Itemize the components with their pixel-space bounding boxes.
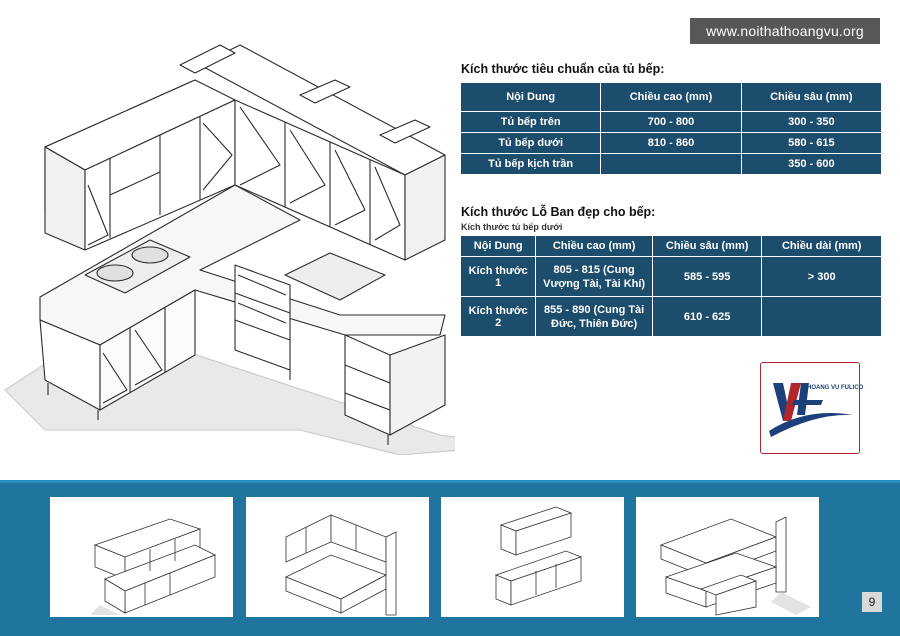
thumbnail-island-kitchen [636, 497, 819, 617]
cell-depth: 610 - 625 [653, 297, 762, 336]
l-shaped-kitchen-icon [246, 497, 429, 617]
table-row [461, 112, 881, 132]
cell-item: Tủ bếp trên [461, 112, 600, 132]
loban-col-depth: Chiều sâu (mm) [653, 236, 762, 256]
company-logo [760, 362, 864, 454]
standard-col-height: Chiều cao (mm) [601, 83, 740, 111]
parallel-kitchen-icon [441, 497, 624, 617]
cell-depth: 580 - 615 [742, 133, 881, 153]
straight-kitchen-icon [50, 497, 233, 617]
standard-col-item: Nội Dung [461, 83, 600, 111]
cell-depth: 350 - 600 [742, 154, 881, 174]
page-number: 9 [862, 592, 882, 612]
cell-item: Tủ bếp kịch trần [461, 154, 600, 174]
cell-height [601, 154, 740, 174]
standard-size-title: Kích thước tiêu chuẩn của tủ bếp: [461, 62, 665, 76]
cell-height: 810 - 860 [601, 133, 740, 153]
cell-depth: 300 - 350 [742, 112, 881, 132]
logo-mark-icon [761, 363, 858, 452]
cell-length [762, 297, 881, 336]
loban-size-subtitle: Kích thước tủ bếp dưới [461, 222, 563, 232]
cell-item: Kích thước 1 [461, 257, 535, 296]
standard-col-depth: Chiều sâu (mm) [742, 83, 881, 111]
cell-item: Tủ bếp dưới [461, 133, 600, 153]
cell-item: Kích thước 2 [461, 297, 535, 336]
logo-text: HOANG VU FULICO [807, 385, 864, 391]
table-row [461, 257, 881, 296]
thumbnail-straight-kitchen [50, 497, 233, 617]
kitchen-illustration [0, 35, 455, 455]
table-row [461, 297, 881, 336]
table-row [461, 133, 881, 153]
cell-depth: 585 - 595 [653, 257, 762, 296]
thumbnail-l-shaped-kitchen [246, 497, 429, 617]
loban-col-length: Chiều dài (mm) [762, 236, 881, 256]
band-divider [0, 480, 900, 483]
table-row [461, 154, 881, 174]
loban-col-height: Chiều cao (mm) [536, 236, 652, 256]
standard-size-table [460, 82, 882, 175]
loban-col-item: Nội Dung [461, 236, 535, 256]
cell-height: 805 - 815 (Cung Vượng Tài, Tài Khí) [536, 257, 652, 296]
loban-size-table [460, 235, 882, 337]
loban-size-title: Kích thước Lỗ Ban đẹp cho bếp: [461, 205, 656, 219]
website-badge: www.noithathoangvu.org [690, 18, 880, 44]
bottom-band [0, 480, 900, 636]
cell-length: > 300 [762, 257, 881, 296]
island-kitchen-icon [636, 497, 819, 617]
cell-height: 855 - 890 (Cung Tài Đức, Thiên Đức) [536, 297, 652, 336]
thumbnail-parallel-kitchen [441, 497, 624, 617]
cell-height: 700 - 800 [601, 112, 740, 132]
